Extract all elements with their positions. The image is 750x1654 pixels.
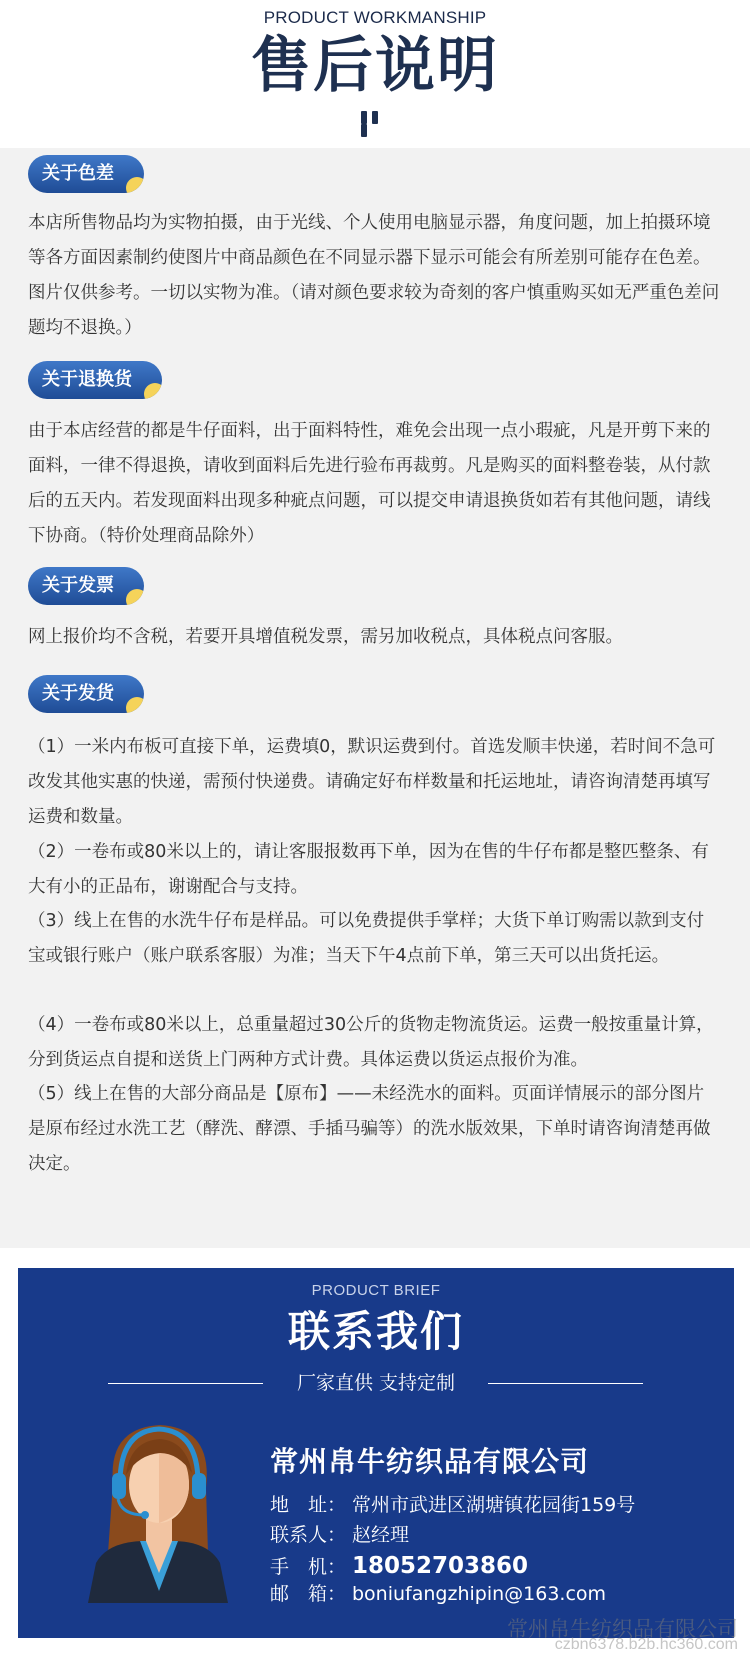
customer-service-avatar-icon xyxy=(78,1413,238,1603)
phone-value[interactable]: 18052703860 xyxy=(352,1553,529,1579)
section-tag-label: 关于退换货 xyxy=(42,369,132,390)
shipping-item: （3）线上在售的水洗牛仔布是样品。可以免费提供手掌样；大货下单订购需以款到支付宝或银行账户（账户联系客服）为准；当天下午4点前下单，第三天可以出货托运。 xyxy=(28,911,705,966)
company-name: 常州帛牛纺织品有限公司 xyxy=(270,1445,590,1478)
address-label: 地 址： xyxy=(270,1494,347,1516)
title-decoration xyxy=(361,111,391,124)
section-tag-shipping xyxy=(28,675,144,713)
section-text-returns: 由于本店经营的都是牛仔面料，出于面料特性，难免会出现一点小瑕疵，凡是开剪下来的面料，一律不得退换，请收到面料后先进行验布再裁剪。凡是购买的面料整卷装，从付款后的五天内。若发现面料出现多种疵点问题，可以提交申请退换货如若有其他问题，请线下协商。（特价处理商品除外） xyxy=(28,421,711,546)
person-value: 赵经理 xyxy=(352,1524,410,1546)
contact-title: 联系我们 xyxy=(287,1307,464,1356)
section-text-invoice: 网上报价均不含税，若要开具增值税发票，需另加收税点，具体税点问客服。 xyxy=(28,627,623,647)
person-label: 联系人： xyxy=(270,1524,347,1546)
section-tag-label: 关于色差 xyxy=(42,163,114,184)
address-value: 常州市武进区湖塘镇花园街159号 xyxy=(352,1494,636,1516)
section-tag-label: 关于发货 xyxy=(42,683,114,704)
header-subtitle: PRODUCT WORKMANSHIP xyxy=(263,8,487,27)
watermark-site: czbn6378.b2b.hc360.com xyxy=(554,1636,738,1653)
watermark-company: 常州帛牛纺织品有限公司 xyxy=(507,1617,738,1641)
divider-right xyxy=(488,1383,643,1384)
section-tag-returns xyxy=(28,361,162,399)
contact-slogan: 厂家直供 支持定制 xyxy=(296,1372,456,1394)
shipping-item: （1）一米内布板可直接下单，运费填0，默识运费到付。首选发顺丰快递，若时间不急可改发其他实惠的快递，需预付快递费。请确定好布样数量和托运地址，请咨询清楚再填写运费和数量。 xyxy=(28,737,716,827)
section-tag-label: 关于发票 xyxy=(42,575,114,596)
phone-row xyxy=(270,1551,528,1582)
section-text-color-difference: 本店所售物品均为实物拍摄，由于光线、个人使用电脑显示器，角度问题，加上拍摄环境等各方面因素制约使图片中商品颜色在不同显示器下显示可能会有所差别可能存在色差。图片仅供参考。一切以实物为准。（请对颜色要求较为奇刻的客户慎重购买如无严重色差问题均不退换。） xyxy=(28,213,720,338)
after-sales-content xyxy=(0,148,750,1248)
page-header xyxy=(0,0,750,148)
contact-person-row xyxy=(270,1520,409,1550)
section-tag-color-difference xyxy=(28,155,144,193)
phone-label: 手 机： xyxy=(270,1556,347,1578)
shipping-item: （4）一卷布或80米以上，总重量超过30公斤的货物走物流货运。运费一般按重量计算，分到货运点自提和送货上门两种方式计费。具体运费以货运点报价为准。 xyxy=(28,1015,714,1070)
page-title: 售后说明 xyxy=(251,31,499,101)
email-label: 邮 箱： xyxy=(270,1583,347,1605)
shipping-item: （2）一卷布或80米以上的，请让客服报数再下单，因为在售的牛仔布都是整匹整条、有大有小的正品布，谢谢配合与支持。 xyxy=(28,842,709,897)
contact-subtitle: PRODUCT BRIEF xyxy=(311,1282,441,1299)
email-value[interactable]: boniufangzhipin@163.com xyxy=(352,1583,607,1605)
section-tag-invoice xyxy=(28,567,144,605)
email-row xyxy=(270,1579,606,1609)
address-row xyxy=(270,1490,635,1520)
shipping-item: （5）线上在售的大部分商品是【原布】——未经洗水的面料。页面详情展示的部分图片是原布经过水洗工艺（酵洗、酵漂、手插马骗等）的洗水版效果，下单时请咨询清楚再做决定。 xyxy=(28,1084,711,1174)
contact-panel xyxy=(18,1268,734,1638)
